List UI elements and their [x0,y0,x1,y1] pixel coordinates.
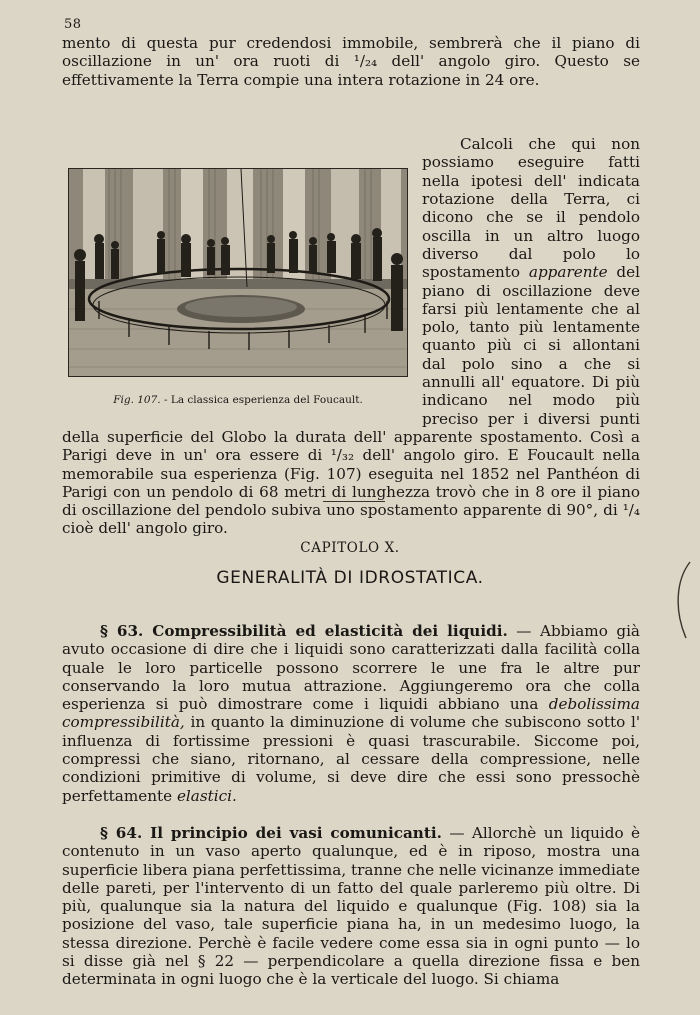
section-divider [323,501,385,502]
intro-text-2-start: Calcoli che qui non possiamo eseguire fatti nella ipotesi dell' indicata rotazione della Terra, ci dicono che se il pendolo oscilla in un altro luogo diverso dal polo lo spostamento [422,135,640,282]
figure-label: Fig. 107. [113,394,161,406]
section-63-text-2: in quanto la diminuzione di volume che subiscono sotto l' influenza di fortissime pressioni è quasi trascurabile. Siccome poi, compressi che siano, ritornano, al cessare della compressione, nelle condizioni primitive di volume, si deve dire che essi sono pressochè perfettamente [62,713,640,805]
chapter-label: CAPITOLO X. [300,540,400,556]
foucault-pendulum-engraving [68,168,408,377]
chapter-title: GENERALITÀ DI IDROSTATICA. [216,568,484,588]
intro-paragraph-1 [62,34,640,89]
page-curl-mark [670,560,696,640]
section-64-text: — Allorchè un liquido è contenuto in un vaso aperto qualunque, ed è in riposo, mostra una superficie libera piana perfettissima, tranne che nelle vicinanze immediate delle pareti, per l'intervento di un fatto del quale parleremo più oltre. Di più, qualunque sia la natura del liquido e qualunque (Fig. 108) sia la posizione del vaso, tale superficie piana ha, in un medesimo luogo, la stessa direzione. Perchè è facile vedere come essa sia in ogni punto — lo si disse già nel § 22 — perpendicolare a quella direzione fissa e ben determinata in ogni luogo che è la verticale del luogo. Si chiama [62,824,640,989]
section-63-paragraph [62,622,640,805]
section-64-heading: § 64. Il principio dei vasi comunicanti. [100,824,442,842]
section-63-heading: § 63. Compressibilità ed elasticità dei liquidi. [100,622,508,640]
section-64 [62,824,640,989]
intro-text-2-end: del piano di oscillazione deve farsi più lentamente che al polo, tanto più lentamente quanto più ci si allontani dal polo sino a che si annulli all' equatore. Di più indicano nel modo più preciso per i diversi punti della superficie del Globo la durata dell' apparente spostamento. Così a Parigi deve in un' ora essere di ¹/₃₂ dell' angolo giro. E Foucault nella memorabile sua esperienza (Fig. 107) eseguita nel 1852 nel Panthéon di Parigi con un pendolo di 68 metri di lunghezza trovò che in 8 ore il piano di oscillazione del pendolo subiva uno spostamento apparente di 90°, di ¹/₄ cioè dell' angolo giro. [62,263,640,538]
figure-107 [68,168,408,409]
figure-caption [68,391,408,409]
section-63-italic-2: elastici. [176,786,237,805]
intro-paragraph-2 [62,120,640,553]
section-64-paragraph [62,824,640,989]
section-63-italic-1: debolissima compressibilità, [62,695,640,732]
intro-text-2-italic: apparente [528,263,608,282]
section-63-text-1: — Abbiamo già avuto occasione di dire che i liquidi sono caratterizzati dalla facilità colla quale le loro particelle possono scorrere le une fra le altre pur conservando la loro mutua attrazione. Aggiungeremo ora che colla esperienza si può dimostrare come i liquidi abbiano una [62,622,640,714]
intro-text-1: mento di questa pur credendosi immobile, sembrerà che il piano di oscillazione in un' ora ruoti di ¹/₂₄ dell' angolo giro. Questo se effettivamente la Terra compie una intera rotazione in 24 ore. [62,34,640,89]
page-number: 58 [64,17,82,32]
section-63 [62,622,640,805]
figure-caption-text: - La classica esperienza del Foucault. [160,394,363,406]
